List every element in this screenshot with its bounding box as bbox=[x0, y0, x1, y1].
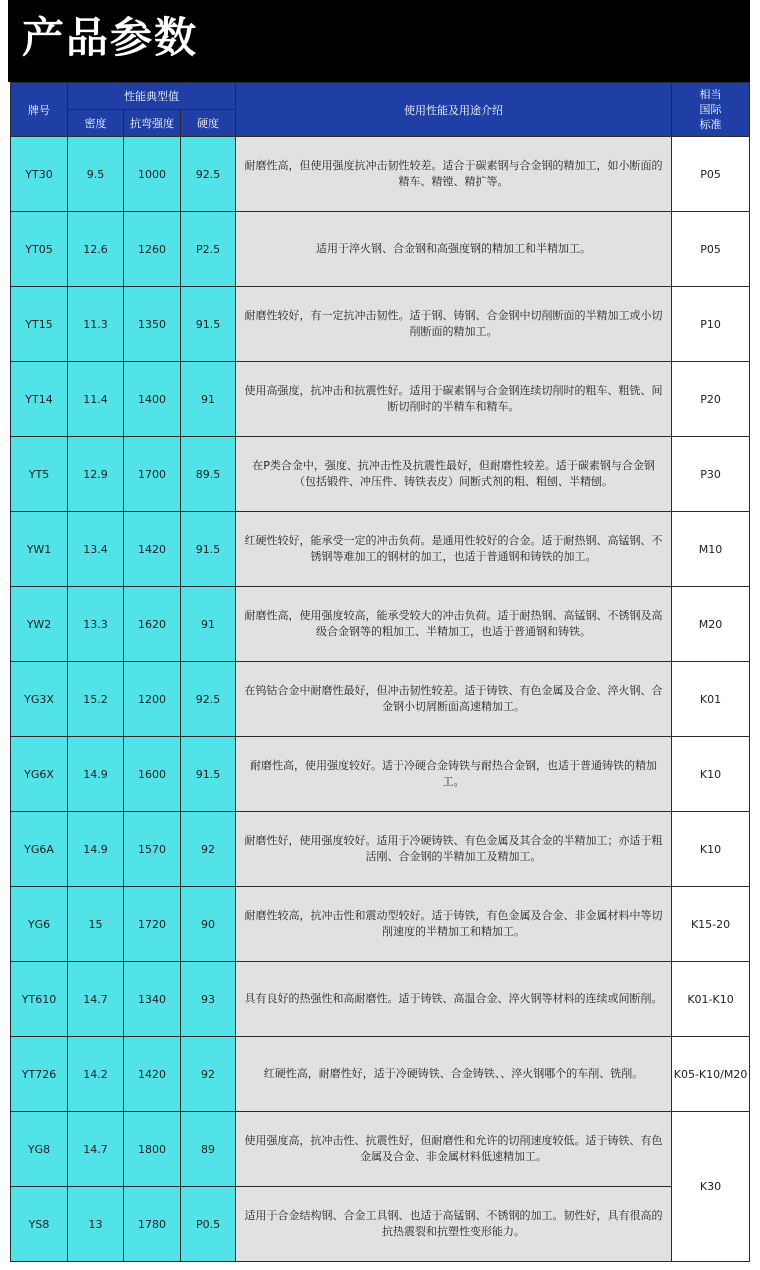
grade-cell: YW2 bbox=[11, 587, 68, 662]
usage-cell: 使用强度高，抗冲击性、抗震性好，但耐磨性和允许的切削速度较低。适于铸铁、有色金属及合金、非金属材料低速精加工。 bbox=[236, 1112, 672, 1187]
hardness-cell: 91 bbox=[181, 587, 236, 662]
strength-cell: 1570 bbox=[124, 812, 181, 887]
standard-cell: K30 bbox=[672, 1112, 750, 1262]
strength-cell: 1720 bbox=[124, 887, 181, 962]
standard-cell: P30 bbox=[672, 437, 750, 512]
strength-cell: 1800 bbox=[124, 1112, 181, 1187]
strength-cell: 1420 bbox=[124, 512, 181, 587]
table-row bbox=[11, 812, 750, 887]
title-banner bbox=[8, 0, 750, 82]
table-row bbox=[11, 287, 750, 362]
standard-cell: K05-K10/M20 bbox=[672, 1037, 750, 1112]
density-cell: 13.4 bbox=[68, 512, 124, 587]
strength-cell: 1400 bbox=[124, 362, 181, 437]
page-title: 产品参数 bbox=[22, 13, 199, 62]
usage-cell: 在P类合金中，强度、抗冲击性及抗震性最好，但耐磨性较差。适于碳素钢与合金钢（包括锻件、冲压件、铸铁表皮）间断式剂的粗、粗刨、半精刨。 bbox=[236, 437, 672, 512]
strength-cell: 1260 bbox=[124, 212, 181, 287]
standard-cell: M10 bbox=[672, 512, 750, 587]
density-cell: 15.2 bbox=[68, 662, 124, 737]
hardness-cell: 91.5 bbox=[181, 512, 236, 587]
table-row bbox=[11, 137, 750, 212]
grade-cell: YT610 bbox=[11, 962, 68, 1037]
standard-cell: P05 bbox=[672, 212, 750, 287]
table-row bbox=[11, 737, 750, 812]
header-standard-line: 标准 bbox=[699, 118, 722, 131]
table-row bbox=[11, 587, 750, 662]
usage-cell: 耐磨性好，使用强度较好。适用于冷硬铸铁、有色金属及其合金的半精加工；亦适于粗活刚、合金钢的半精加工及精加工。 bbox=[236, 812, 672, 887]
density-cell: 9.5 bbox=[68, 137, 124, 212]
grade-cell: YT15 bbox=[11, 287, 68, 362]
usage-cell: 耐磨性高，使用强度较好。适于冷硬合金铸铁与耐热合金钢，也适于普通铸铁的精加工。 bbox=[236, 737, 672, 812]
hardness-cell: 89 bbox=[181, 1112, 236, 1187]
header-hardness: 硬度 bbox=[181, 110, 236, 137]
hardness-cell: 93 bbox=[181, 962, 236, 1037]
hardness-cell: 89.5 bbox=[181, 437, 236, 512]
standard-cell: M20 bbox=[672, 587, 750, 662]
grade-cell: YG8 bbox=[11, 1112, 68, 1187]
strength-cell: 1000 bbox=[124, 137, 181, 212]
density-cell: 14.7 bbox=[68, 962, 124, 1037]
usage-cell: 红硬性高，耐磨性好，适于冷硬铸铁、合金铸铁、、淬火钢哪个的车削、铣削。 bbox=[236, 1037, 672, 1112]
spec-table bbox=[10, 82, 750, 1262]
density-cell: 14.9 bbox=[68, 812, 124, 887]
table-row bbox=[11, 212, 750, 287]
strength-cell: 1600 bbox=[124, 737, 181, 812]
grade-cell: YT30 bbox=[11, 137, 68, 212]
density-cell: 14.7 bbox=[68, 1112, 124, 1187]
strength-cell: 1420 bbox=[124, 1037, 181, 1112]
usage-cell: 耐磨性高，但使用强度抗冲击韧性较差。适合于碳素钢与合金钢的精加工，如小断面的精车、精镗、精扩等。 bbox=[236, 137, 672, 212]
table-body bbox=[11, 137, 750, 1262]
table-row bbox=[11, 1112, 750, 1187]
table-row bbox=[11, 887, 750, 962]
header-density: 密度 bbox=[68, 110, 124, 137]
grade-cell: YT5 bbox=[11, 437, 68, 512]
grade-cell: YG3X bbox=[11, 662, 68, 737]
usage-cell: 耐磨性较好，有一定抗冲击韧性。适于钢、铸钢、合金钢中切削断面的半精加工或小切削断面的精加工。 bbox=[236, 287, 672, 362]
strength-cell: 1340 bbox=[124, 962, 181, 1037]
usage-cell: 耐磨性较高，抗冲击性和震动型较好。适于铸铁，有色金属及合金、非金属材料中等切削速度的半精加工和精加工。 bbox=[236, 887, 672, 962]
strength-cell: 1700 bbox=[124, 437, 181, 512]
strength-cell: 1620 bbox=[124, 587, 181, 662]
header-typical-values: 性能典型值 bbox=[68, 83, 236, 110]
grade-cell: YT05 bbox=[11, 212, 68, 287]
table-row bbox=[11, 962, 750, 1037]
standard-cell: P10 bbox=[672, 287, 750, 362]
grade-cell: YG6A bbox=[11, 812, 68, 887]
table-row bbox=[11, 512, 750, 587]
standard-cell: K10 bbox=[672, 812, 750, 887]
header-grade: 牌号 bbox=[11, 83, 68, 137]
hardness-cell: 90 bbox=[181, 887, 236, 962]
standard-cell: K15-20 bbox=[672, 887, 750, 962]
density-cell: 11.3 bbox=[68, 287, 124, 362]
standard-cell: K01-K10 bbox=[672, 962, 750, 1037]
hardness-cell: 91.5 bbox=[181, 737, 236, 812]
hardness-cell: 92.5 bbox=[181, 662, 236, 737]
standard-cell: K01 bbox=[672, 662, 750, 737]
header-standard bbox=[672, 83, 750, 137]
strength-cell: 1350 bbox=[124, 287, 181, 362]
grade-cell: YT14 bbox=[11, 362, 68, 437]
grade-cell: YW1 bbox=[11, 512, 68, 587]
strength-cell: 1780 bbox=[124, 1187, 181, 1262]
density-cell: 11.4 bbox=[68, 362, 124, 437]
grade-cell: YG6X bbox=[11, 737, 68, 812]
standard-cell: P20 bbox=[672, 362, 750, 437]
table-row bbox=[11, 662, 750, 737]
hardness-cell: P2.5 bbox=[181, 212, 236, 287]
usage-cell: 适用于淬火钢、合金钢和高强度钢的精加工和半精加工。 bbox=[236, 212, 672, 287]
grade-cell: YG6 bbox=[11, 887, 68, 962]
usage-cell: 在钨钴合金中耐磨性最好，但冲击韧性较差。适于铸铁、有色金属及合金、淬火钢、合金钢小切屑断面高速精加工。 bbox=[236, 662, 672, 737]
grade-cell: YS8 bbox=[11, 1187, 68, 1262]
density-cell: 12.9 bbox=[68, 437, 124, 512]
hardness-cell: 92.5 bbox=[181, 137, 236, 212]
header-usage: 使用性能及用途介绍 bbox=[236, 83, 672, 137]
hardness-cell: 91.5 bbox=[181, 287, 236, 362]
table-header bbox=[11, 83, 750, 137]
density-cell: 13.3 bbox=[68, 587, 124, 662]
table-row bbox=[11, 362, 750, 437]
usage-cell: 红硬性较好，能承受一定的冲击负荷。是通用性较好的合金。适于耐热钢、高锰钢、不锈钢等难加工的钢材的加工，也适于普通钢和铸铁的加工。 bbox=[236, 512, 672, 587]
standard-cell: P05 bbox=[672, 137, 750, 212]
density-cell: 14.2 bbox=[68, 1037, 124, 1112]
table-row bbox=[11, 437, 750, 512]
header-standard-line: 相当 bbox=[699, 88, 722, 101]
table-row bbox=[11, 1187, 750, 1262]
density-cell: 13 bbox=[68, 1187, 124, 1262]
usage-cell: 具有良好的热强性和高耐磨性。适于铸铁、高温合金、淬火钢等材料的连续或间断削。 bbox=[236, 962, 672, 1037]
density-cell: 12.6 bbox=[68, 212, 124, 287]
hardness-cell: P0.5 bbox=[181, 1187, 236, 1262]
hardness-cell: 91 bbox=[181, 362, 236, 437]
hardness-cell: 92 bbox=[181, 812, 236, 887]
table-row bbox=[11, 1037, 750, 1112]
strength-cell: 1200 bbox=[124, 662, 181, 737]
grade-cell: YT726 bbox=[11, 1037, 68, 1112]
header-bending-strength: 抗弯强度 bbox=[124, 110, 181, 137]
usage-cell: 使用高强度，抗冲击和抗震性好。适用于碳素钢与合金钢连续切削时的粗车、粗铣、间断切削时的半精车和精车。 bbox=[236, 362, 672, 437]
usage-cell: 适用于合金结构钢、合金工具钢、也适于高锰钢、不锈钢的加工。韧性好，具有很高的抗热震裂和抗塑性变形能力。 bbox=[236, 1187, 672, 1262]
hardness-cell: 92 bbox=[181, 1037, 236, 1112]
standard-cell: K10 bbox=[672, 737, 750, 812]
density-cell: 15 bbox=[68, 887, 124, 962]
usage-cell: 耐磨性高，使用强度较高，能承受较大的冲击负荷。适于耐热钢、高锰钢、不锈钢及高级合金钢等的粗加工、半精加工，也适于普通钢和铸铁。 bbox=[236, 587, 672, 662]
header-standard-line: 国际 bbox=[699, 103, 722, 116]
density-cell: 14.9 bbox=[68, 737, 124, 812]
